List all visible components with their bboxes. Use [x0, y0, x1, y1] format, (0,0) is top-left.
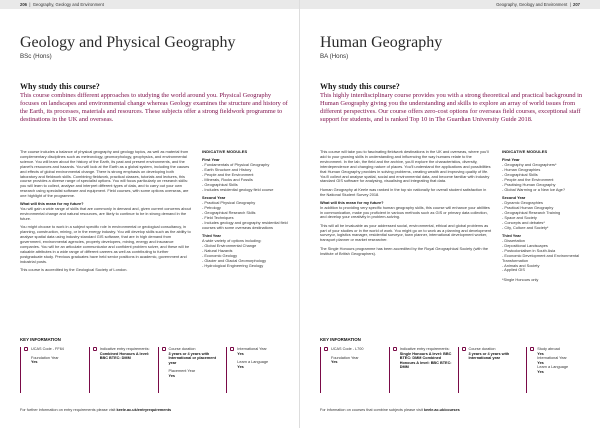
year-heading: Second Year — [202, 195, 226, 201]
ucas-icon — [324, 347, 328, 351]
courses-link[interactable]: keele.ac.uk/courses — [423, 408, 460, 412]
module-item: - Field Techniques — [202, 214, 234, 220]
key-information — [20, 337, 290, 393]
key-info-box: International Year Yes Learn a Language Yes — [226, 347, 290, 393]
course-title: Human Geography — [320, 34, 443, 51]
key-info-box: UCAS Code - FF64 Foundation Year Yes — [20, 347, 84, 393]
indicative-modules — [202, 150, 290, 268]
module-item: - Human Geographies — [502, 167, 541, 173]
module-item: A wide variety of options including: — [202, 238, 262, 243]
module-list — [202, 201, 290, 230]
degree-type: BSc (Hons) — [20, 53, 52, 60]
module-list — [502, 239, 590, 273]
module-item: - Dynamic Geographies — [502, 200, 543, 206]
why-study-section — [20, 82, 290, 124]
module-item: - Depositional Landscapes — [502, 242, 548, 248]
modules-heading: INDICATIVE MODULES — [502, 149, 548, 154]
key-information — [320, 337, 590, 393]
module-item: - Practical Human Geography — [502, 205, 554, 211]
module-item: - Petrology — [202, 205, 221, 211]
module-item: - People and the Environment — [202, 172, 254, 178]
module-item: - Practical Physical Geography — [202, 200, 256, 206]
year-heading: Second Year — [502, 195, 526, 201]
body-paragraph: This will all be invaluable as your addressed social, environmental, ethical and global problems as part of your studies or in the world of work. You might go on to work as a planning and development surveyor, logistics manager, residential surveyor, town planner, international development worker, transport planner or market researcher. — [320, 222, 492, 243]
key-info-box: Indicative entry requirements: Combined Honours A level: BBC BTEC: DMM — [89, 347, 153, 393]
key-info-box: Course duration 3 years or 4 years with International or placement year Placement Year Yes — [158, 347, 222, 393]
ucas-icon — [24, 347, 28, 351]
section-name: Geography, Geology and Environment — [32, 1, 104, 7]
page-header: 206 | Geography, Geology and Environment — [0, 0, 299, 9]
page-number: 206 — [20, 1, 27, 7]
key-info-box: Course duration 3 years or 4 years with international year — [458, 347, 522, 393]
body-paragraph: This course will take you to fascinating fieldwork destinations in the UK and overseas, where you'll add to your growing skills in understanding and influencing the way humans relate to the environment. In the lab, the field and the archive, you'll explore the characteristics, diversity, interdependence and changing nature of places. You'll understand the applications and possibilities that Human Geography provides in solving problems, creating wealth and improving quality of life. You'll collect and analyse spatial, social and environmental data, and become familiar with industry standard GIS software for analysing, visualising and integrating that data. — [320, 149, 491, 184]
why-study-section — [320, 82, 590, 124]
indicative-modules — [502, 150, 590, 283]
year-heading: First Year — [502, 157, 520, 163]
course-title: Geology and Physical Geography — [20, 34, 236, 51]
module-list — [202, 239, 290, 268]
module-item: - Geographical Research Skills — [202, 209, 256, 215]
clock-icon — [162, 347, 166, 351]
modules-heading: INDICATIVE MODULES — [202, 149, 248, 154]
page-number: 207 — [573, 1, 580, 7]
course-body — [320, 150, 492, 260]
entry-requirements-icon — [393, 347, 397, 351]
module-list — [502, 201, 590, 230]
body-paragraph: You might choose to work in a subject specific role in environmental or geological consultancy, in planning, construction, mining, or in the energy industry. You will develop skills such as the ability to analyse spatial data using industry standard GIS software, that are in high demand from government, environmental agencies, property developers, mining, energy and insurance companies. You will be an articulate communicator and confident problem solver, and these will be valuable attributes in a wide range of different careers as well as contributing to further postgraduate study. Previous graduates have held senior positions in academic, government and industrial posts. — [20, 224, 191, 264]
module-item: - Earth Structure and History — [202, 167, 252, 173]
key-info-box: Study abroad Yes International Year Yes Learn a Language Yes — [526, 347, 590, 393]
accreditation-text: This course is accredited by the Geological Society of London. — [20, 266, 128, 272]
module-item: - Includes residential geology field course — [202, 186, 274, 192]
module-item: - Minerals, Rocks and Fossils — [202, 177, 253, 183]
course-body — [20, 150, 192, 276]
future-heading: What will this mean for my future? — [320, 199, 384, 205]
key-information-heading: KEY INFORMATION — [320, 337, 361, 342]
module-item: - Economic Geology — [202, 252, 238, 258]
why-study-text: This highly interdisciplinary course provides you with a strong theoretical and practical background in Human Geography giving you the understanding and skills to explore an array of world issues from different perspectives. Our course offers zero-cost options for overseas field courses, exceptional staff support for students, and is ranked Top 10 in The Guardian University Guide 2018. — [320, 92, 583, 124]
module-item: - Animals and Society — [502, 262, 540, 268]
degree-type: BA (Hons) — [320, 53, 349, 60]
module-item: - Dissertation — [502, 238, 525, 243]
module-list — [502, 163, 590, 192]
module-item: - Space and Society — [502, 214, 537, 220]
section-name: Geography, Geology and Environment — [496, 1, 568, 7]
module-item: - Geographical Skills — [202, 181, 238, 187]
body-paragraph: The course includes a balance of physical geography and geology topics, as well as material from complementary disciplines such as meteorology, geomorphology, geophysics, and environmental science. You will learn about the history of the Earth, its past and present environments, and the planet's resources and hazards. You will look at the Earth as a global system, including the causes and effects of global environmental change. There is strong emphasis on developing both laboratory and fieldwork skills. Combining fieldwork, practical classes, tutorials and lectures, this course provides a diverse range of specialist options. You will focus particularly on research skills: you will learn to collect, analyse and interpret different types of data, and to carry out your own research using specialist software and equipment. Field courses, with some options overseas, are one highlight of the programme. — [20, 149, 190, 199]
module-list — [202, 163, 290, 192]
entry-requirements-icon — [93, 347, 97, 351]
module-item: - Includes geology and geography residential field courses with some overseas destinations — [202, 219, 288, 230]
module-item: - City, Culture and Society* — [502, 224, 549, 230]
entry-requirements-link[interactable]: keele.ac.uk/entryrequirements — [116, 408, 172, 412]
module-item: - Glacier and Glacial Geomorphology — [202, 257, 267, 263]
module-item: - Geography and Geographers* — [502, 162, 557, 168]
globe-icon — [530, 347, 534, 351]
module-item: - Economic Development and Environmental Transformation — [502, 252, 580, 263]
module-item: - Practising Human Geography — [502, 181, 556, 187]
module-item: - People and the Environment — [502, 177, 554, 183]
globe-icon — [230, 347, 234, 351]
module-item: - Geographical Research Training — [502, 209, 561, 215]
clock-icon — [462, 347, 466, 351]
single-honours-note: *Single Honours only — [502, 277, 539, 283]
body-paragraph: You will gain a wide range of skills that are commonly in demand and, given current concerns about environmental change and natural resources, are likely to continue to be in strong demand in the future. — [20, 206, 191, 222]
page-header: Geography, Geology and Environment | 207 — [300, 0, 600, 9]
future-heading: What will this mean for my future? — [20, 201, 84, 207]
key-information-heading: KEY INFORMATION — [20, 337, 61, 342]
footer-note: For information on courses that combine subjects please visit keele.ac.uk/courses — [320, 408, 460, 412]
year-heading: Third Year — [202, 233, 221, 239]
footer-note: For further information on entry requirements please visit keele.ac.uk/entryrequirements — [20, 408, 172, 412]
right-page — [300, 0, 600, 428]
why-study-text: This course combines different approaches to studying the world around you. Physical Geography focuses on landscapes and environmental change whereas Geology examines the structure and history of the Earth, its processes, materials and resources. These subjects offer a strong fieldwork programme to destinations in the UK and overseas. — [20, 92, 288, 124]
module-item: - Concepts and debates* — [502, 219, 545, 225]
module-item: - Global Environmental Change — [202, 242, 257, 248]
body-paragraph: Human Geography at Keele was ranked in the top six nationally for overall student satisfaction in the National Student Survey 2018. — [320, 186, 487, 197]
module-item: - Global Warming or a New Ice Age? — [502, 186, 566, 192]
why-study-heading: Why study this course? — [20, 82, 100, 91]
key-info-box: Indicative entry requirements: Single Honours A level: BBC BTEC: DMM Combined Honours A level: BBC BTEC: DMM — [389, 347, 453, 393]
module-item: - Postcolonialism in South Asia — [502, 247, 556, 253]
year-heading: First Year — [202, 157, 220, 163]
key-info-box: UCAS Code - L700 Foundation Year Yes — [320, 347, 384, 393]
year-heading: Third Year — [502, 233, 521, 239]
accreditation-text: The Single Honours programme has been accredited by the Royal Geographical Society (with the Institute of British Geographers). — [320, 245, 489, 256]
why-study-heading: Why study this course? — [320, 82, 400, 91]
module-item: - Geographical Skills — [502, 172, 538, 178]
module-item: - Hydrological Engineering Geology — [202, 262, 264, 268]
module-item: - Natural Hazards — [202, 247, 233, 253]
module-item: - Fundamentals of Physical Geography — [202, 162, 270, 168]
body-paragraph: In addition to providing very specific human geography skills, this course will enhance your abilities in communication, make you proficient in various methods such as GIS or primary data collection, and develop your creativity in problem-solving. — [320, 204, 490, 220]
module-item: - Applied GIS — [502, 267, 525, 273]
